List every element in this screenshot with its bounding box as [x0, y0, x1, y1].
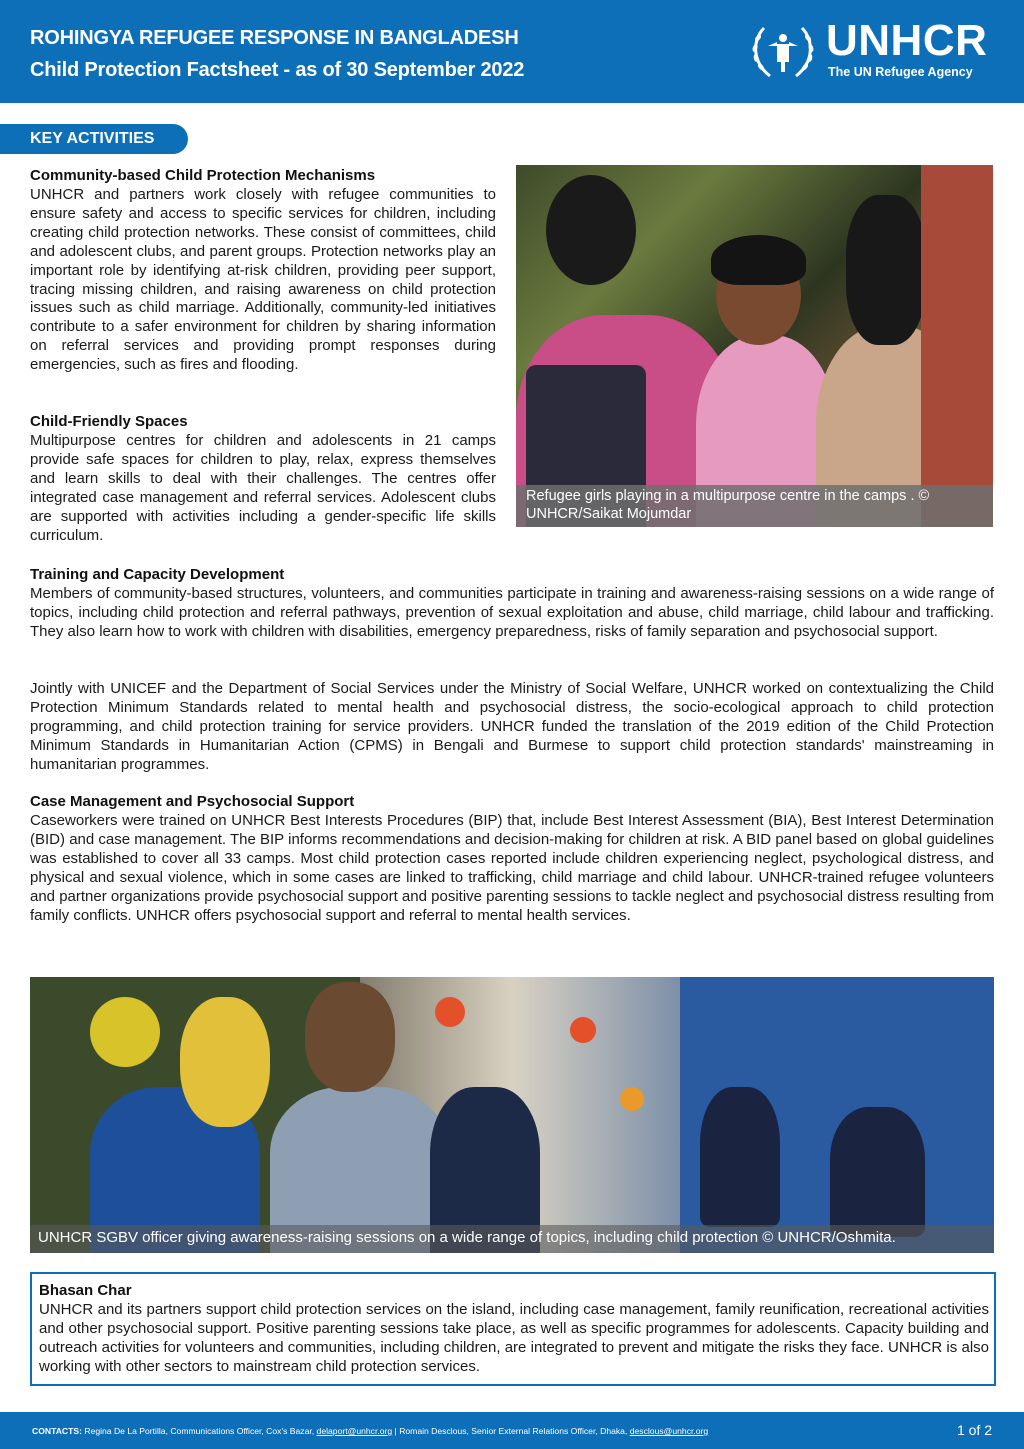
page-header — [0, 0, 1024, 103]
section-label-pill — [0, 124, 188, 154]
contact-2: Romain Desclous, Senior External Relations Officer, Dhaka, — [399, 1426, 630, 1436]
paragraph-training-1: Members of community-based structures, volunteers, and communities participate in training and awareness-raising sessions on a wide range of topics, including child protection and referral pathways, prevention of sexual exploitation and abuse, child marriage, child labour and trafficking. They also learn how to work with children with disabilities, emergency preparedness, risks of family separation and psychosocial support. — [30, 585, 994, 640]
photo-refugee-girls — [516, 165, 993, 527]
heading-child-friendly-spaces: Child-Friendly Spaces — [30, 413, 188, 430]
paragraph-bhasan-char: UNHCR and its partners support child protection services on the island, including case management, family reunification, recreational activities and other psychosocial support. Positive parenting sessions take place, as well as specific programmes for adolescents. Capacity building and outreach activities for volunteers and communities, including children, are integrated to prevent and mitigate the risks they face. UNHCR is also working with other sectors to mainstream child protection services. — [39, 1301, 989, 1375]
email-link-2[interactable]: desclous@unhcr.org — [629, 1426, 709, 1436]
page-number: 1 of 2 — [956, 1422, 992, 1438]
laurel-family-icon — [748, 20, 818, 82]
heading-case-management: Case Management and Psychosocial Support — [30, 793, 355, 810]
contact-1: Regina De La Portilla, Communications Officer, Cox's Bazar, — [81, 1426, 317, 1436]
heading-bhasan-char: Bhasan Char — [39, 1282, 132, 1299]
photo1-caption-band — [516, 485, 993, 527]
logo-wordmark: UNHCR — [826, 16, 988, 65]
photo1-caption: Refugee girls playing in a multipurpose centre in the camps . © UNHCR/Saikat Mojumdar — [526, 488, 930, 522]
contact-separator: | — [392, 1426, 400, 1436]
header-title-line1: ROHINGYA REFUGEE RESPONSE IN BANGLADESH — [30, 27, 519, 49]
contacts-label: CONTACTS: — [32, 1426, 82, 1436]
footer-contacts — [32, 1426, 708, 1436]
bhasan-char-box — [30, 1272, 996, 1386]
paragraph-child-friendly-spaces: Multipurpose centres for children and adolescents in 21 camps provide safe spaces for children to play, relax, express themselves and learn skills to deal with their challenges. The centres offer integrated case management and referral services. Adolescent clubs are supported with activities including a gender-specific life skills curriculum. — [30, 432, 496, 544]
section-label: KEY ACTIVITIES — [30, 130, 155, 147]
unhcr-logo — [748, 16, 998, 84]
paragraph-training-2: Jointly with UNICEF and the Department of Social Services under the Ministry of Social Welfare, UNHCR worked on contextualizing the Child Protection Minimum Standards related to mental health and psychosocial distress, the socio-ecological approach to child protection programming, and child protection training for service providers. UNHCR funded the translation of the 2019 edition of the Child Protection Minimum Standards in Humanitarian Action (CPMS) in Bengali and Burmese to support child protection standards' mainstreaming in humanitarian programmes. — [30, 680, 994, 773]
header-title-line2: Child Protection Factsheet - as of 30 September 2022 — [30, 59, 525, 81]
heading-training: Training and Capacity Development — [30, 566, 285, 583]
paragraph-community-mechanisms: UNHCR and partners work closely with refugee communities to ensure safety and access to specific services for children, including creating child protection networks. These consist of committees, child and adolescent clubs, and parent groups. Protection networks play an important role by identifying at-risk children, providing peer support, tracing missing children, and raising awareness on child protection issues such as child marriage. Additionally, community-led initiatives contribute to a safer environment for children by sharing information on referral services and providing prompt responses during emergencies, such as fires and flooding. — [30, 186, 496, 374]
photo2-caption: UNHCR SGBV officer giving awareness-raising sessions on a wide range of topics, including child protection © UNHCR/Oshmita. — [38, 1229, 896, 1246]
paragraph-case-management: Caseworkers were trained on UNHCR Best Interests Procedures (BIP) that, include Best Interest Assessment (BIA), Best Interest Determination (BID) and case management. The BIP informs recommendations and decision-making for children at risk. A BID panel based on global guidelines was established to cover all 33 camps. Most child protection cases reported include children experiencing neglect, psychological distress, and physical and sexual violence, which in some cases are linked to trafficking, child marriage and child labour. UNHCR-trained refugee volunteers and partner organizations provide psychosocial support and positive parenting sessions to tackle neglect and psychosocial distress resulting from family conflicts. UNHCR offers psychosocial support and referral to mental health services. — [30, 812, 994, 924]
heading-community-mechanisms: Community-based Child Protection Mechanisms — [30, 167, 376, 184]
logo-tagline: The UN Refugee Agency — [828, 65, 973, 79]
email-link-1[interactable]: delaport@unhcr.org — [316, 1426, 393, 1436]
photo2-caption-band — [30, 1225, 994, 1253]
photo-awareness-session — [30, 977, 994, 1253]
page-footer — [0, 1412, 1024, 1449]
